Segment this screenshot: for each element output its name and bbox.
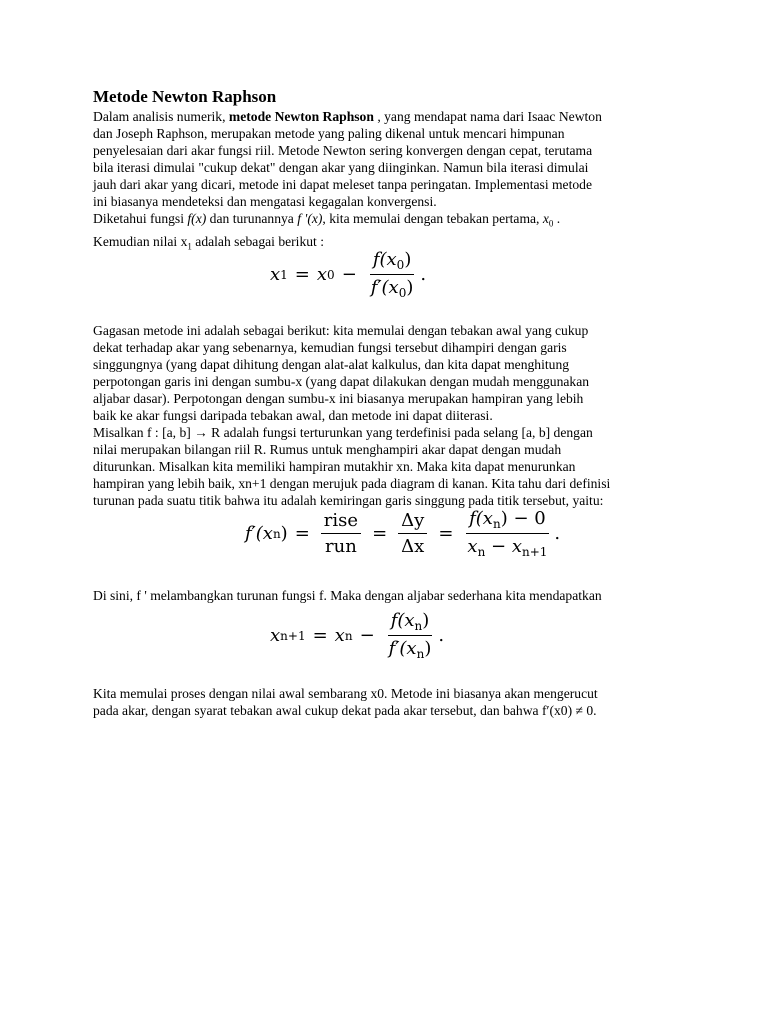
text-line: nilai merupakan bilangan riil R. Rumus untuk menghampiri akar dapat dengan mudah: [93, 442, 562, 457]
text-span: .: [553, 211, 561, 226]
eq-subscript: n: [414, 619, 423, 633]
text-line: aljabar dasar). Perpotongan dengan sumbu-x ini biasanya merupakan hampiran yang lebih: [93, 391, 584, 406]
fraction-numerator: rise: [321, 510, 361, 534]
eq-term: ): [406, 277, 414, 298]
eq-subscript: 0: [396, 258, 405, 272]
text-span: adalah sebagai berikut :: [191, 233, 324, 249]
eq-term: ): [404, 249, 412, 270]
text-span: , kita memulai dengan tebakan pertama,: [322, 211, 543, 226]
fraction-numerator: Δy: [398, 510, 427, 534]
eq-term: f(x: [372, 249, 397, 270]
eq-term: f′(x: [370, 277, 399, 298]
eq-term: f(x: [390, 610, 415, 631]
text-span: Diketahui fungsi: [93, 211, 188, 226]
eq-subscript: 0: [327, 267, 335, 282]
eq-fraction: [368, 249, 417, 300]
eq-subscript: n: [477, 545, 486, 559]
eq-subscript: n: [272, 526, 281, 541]
eq-term: x: [270, 625, 281, 646]
eq-equals: =: [372, 523, 388, 544]
math-subscript: 0: [548, 218, 554, 229]
fraction-numerator: [388, 610, 433, 636]
eq-fraction: [386, 610, 435, 661]
eq-subscript: n: [344, 628, 353, 643]
eq-equals: =: [294, 264, 310, 285]
eq-fraction: [464, 508, 550, 559]
text-span: Dalam analisis numerik,: [93, 109, 229, 124]
text-line: turunan pada suatu titik bahwa itu adalah kemiringan garis singgung pada titik tersebut, yaitu:: [93, 493, 604, 508]
text-line: baik ke akar fungsi daripada tebakan awal, dan metode ini dapat diiterasi.: [93, 408, 493, 423]
eq-term: x: [270, 264, 281, 285]
text-line: Misalkan f : [a, b] → R adalah fungsi terturunkan yang terdefinisi pada selang [a, b] dengan: [93, 425, 593, 440]
eq-subscript: n: [492, 517, 501, 531]
fraction-denominator: run: [325, 536, 357, 557]
eq-term: − x: [485, 536, 522, 557]
math-subscript: 1: [187, 241, 192, 252]
eq-fraction: [398, 510, 427, 557]
text-line: ini biasanya mendeteksi dan mengatasi kegagalan konvergensi.: [93, 194, 437, 209]
eq-term: ): [280, 523, 288, 544]
eq-term: ): [424, 638, 432, 659]
bold-term: metode Newton Raphson: [228, 109, 374, 124]
intro-paragraph: [93, 108, 693, 255]
fraction-numerator: [466, 508, 549, 534]
equation-derivative-slope: [245, 508, 560, 559]
idea-paragraph: [93, 322, 693, 424]
eq-term: x: [316, 264, 328, 285]
eq-term: x: [334, 625, 345, 646]
eq-subscript: n+1: [522, 545, 548, 559]
derivation-paragraph: [93, 424, 693, 509]
equation-newton-iteration: [270, 610, 444, 661]
fraction-denominator: [368, 275, 417, 300]
fraction-numerator: [370, 249, 415, 275]
text-line: Gagasan metode ini adalah sebagai berikut: kita memulai dengan tebakan awal yang cukup: [93, 323, 589, 338]
text-line: bila iterasi dimulai "cukup dekat" dengan akar yang diinginkan. Namun bila iterasi dimulai: [93, 160, 589, 175]
text-span: dan turunannya: [206, 211, 298, 226]
text-line: jauh dari akar yang dicari, metode ini dapat meleset tanpa peringatan. Implementasi metode: [93, 177, 592, 192]
eq-term: x: [467, 536, 478, 557]
math-inline: x: [542, 211, 549, 226]
eq-term: f′(x: [245, 523, 273, 544]
eq-period: .: [420, 264, 427, 285]
text-line: singgungnya (yang dapat dihitung dengan alat-alat kalkulus, dan kita dapat menghitung: [93, 357, 570, 372]
eq-minus: −: [341, 264, 357, 285]
algebra-paragraph: [93, 587, 693, 604]
eq-term: f′(x: [388, 638, 417, 659]
text-line: dan Joseph Raphson, merupakan metode yang paling dikenal untuk mencari himpunan: [93, 126, 565, 141]
text-line: Kita memulai proses dengan nilai awal sembarang x0. Metode ini biasanya akan mengerucut: [93, 686, 598, 701]
text-line: diturunkan. Misalkan kita memiliki hampiran mutakhir xn. Maka kita dapat menurunkan: [93, 459, 576, 474]
text-line: dekat terhadap akar yang sebenarnya, kemudian fungsi tersebut dihampiri dengan garis: [93, 340, 567, 355]
eq-equals: =: [438, 523, 454, 544]
text-line: penyelesaian dari akar fungsi riil. Metode Newton sering konvergen dengan cepat, terutama: [93, 143, 593, 158]
fraction-denominator: [386, 636, 435, 661]
math-inline: f(x): [187, 211, 207, 226]
eq-subscript: 1: [280, 267, 288, 282]
eq-equals: =: [312, 625, 328, 646]
fraction-denominator: [464, 534, 550, 559]
text-line: hampiran yang lebih baik, xn+1 dengan merujuk pada diagram di kanan. Kita tahu dari definisi: [93, 476, 611, 491]
eq-equals: =: [294, 523, 310, 544]
eq-subscript: n+1: [280, 628, 306, 643]
eq-subscript: 0: [398, 286, 407, 300]
eq-term: ): [422, 610, 430, 631]
text-line: [93, 108, 693, 125]
text-span: , yang mendapat nama dari Isaac Newton: [373, 109, 602, 124]
eq-period: .: [438, 625, 445, 646]
text-line: pada akar, dengan syarat tebakan awal cukup dekat pada akar tersebut, dan bahwa f′(x0) ≠ 0.: [93, 703, 597, 718]
fraction-denominator: Δx: [401, 536, 425, 557]
eq-fraction: [321, 510, 361, 557]
math-inline: f '(x): [297, 211, 323, 226]
eq-term: ) − 0: [500, 508, 546, 529]
equation-newton-x1: [270, 249, 426, 300]
eq-subscript: n: [416, 647, 425, 661]
eq-minus: −: [359, 625, 375, 646]
text-line: [93, 210, 693, 233]
text-span: Kemudian nilai x: [93, 233, 188, 249]
text-line: perpotongan garis ini dengan sumbu-x (yang dapat dilakukan dengan mudah menggunakan: [93, 374, 590, 389]
page-title: Metode Newton Raphson: [93, 87, 277, 106]
eq-period: .: [554, 523, 561, 544]
text-line: Di sini, f ' melambangkan turunan fungsi f. Maka dengan aljabar sederhana kita mendapatkan: [93, 588, 602, 603]
conclusion-paragraph: [93, 685, 693, 719]
eq-term: f(x: [469, 508, 493, 529]
